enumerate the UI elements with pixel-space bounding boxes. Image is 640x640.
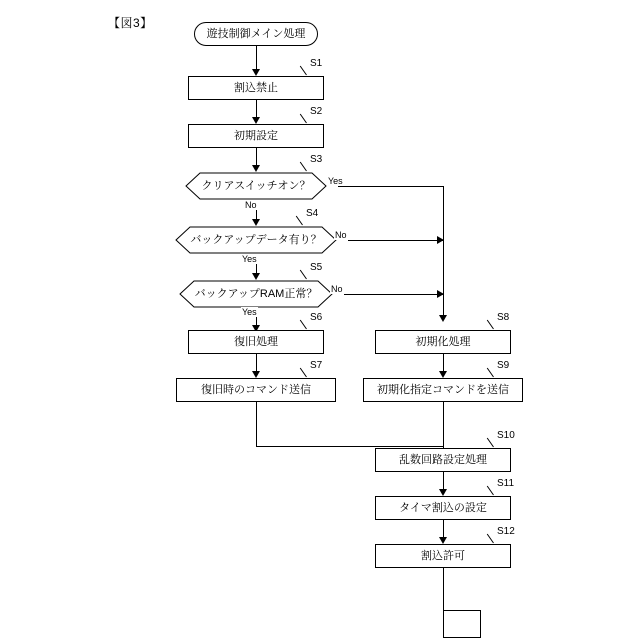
edge-s3-yes bbox=[338, 186, 443, 187]
node-s6 bbox=[188, 330, 324, 354]
step-tick-s10 bbox=[487, 438, 494, 448]
edge-label-s4-yes: Yes bbox=[242, 254, 257, 264]
node-s10 bbox=[375, 448, 511, 472]
node-s3-label: クリアスイッチオン？ bbox=[201, 179, 311, 192]
arrowhead-s11 bbox=[439, 489, 447, 496]
step-label-s3: S3 bbox=[310, 154, 323, 165]
node-s8-label: 初期化処理 bbox=[415, 335, 471, 348]
step-label-s11: S11 bbox=[497, 478, 515, 489]
arrowhead-s8-from-s3 bbox=[439, 315, 447, 322]
edge-s7-to-junction bbox=[256, 446, 443, 447]
edge-s3-yes-down bbox=[443, 186, 444, 318]
edge-label-s3-no: No bbox=[245, 200, 257, 210]
arrowhead-s4-no bbox=[437, 236, 444, 244]
step-tick-s7 bbox=[300, 368, 307, 378]
arrowhead-s5 bbox=[252, 273, 260, 280]
node-s11-label: タイマ割込の設定 bbox=[399, 501, 487, 514]
node-s2-label: 初期設定 bbox=[234, 129, 278, 142]
node-s4-label: バックアップデータ有り？ bbox=[190, 233, 322, 246]
edge-s9-down bbox=[443, 402, 444, 446]
node-s3 bbox=[174, 172, 338, 200]
arrowhead-s3 bbox=[252, 165, 260, 172]
step-label-s4: S4 bbox=[306, 208, 319, 219]
node-s7 bbox=[176, 378, 336, 402]
node-s9-label: 初期化指定コマンドを送信 bbox=[377, 383, 509, 396]
step-label-s9: S9 bbox=[497, 360, 510, 371]
node-s4 bbox=[164, 226, 348, 254]
arrowhead-s5-no bbox=[437, 290, 444, 298]
step-tick-s3 bbox=[300, 162, 307, 172]
node-start-label: 遊技制御メイン処理 bbox=[206, 27, 306, 40]
node-s8 bbox=[375, 330, 511, 354]
node-s5-label: バックアップRAM正常？ bbox=[194, 287, 318, 300]
node-s9 bbox=[363, 378, 523, 402]
edge-label-s4-no: No bbox=[335, 230, 347, 240]
edge-label-s5-yes: Yes bbox=[242, 307, 257, 317]
step-label-s7: S7 bbox=[310, 360, 323, 371]
step-label-s6: S6 bbox=[310, 312, 323, 323]
offpage-connector bbox=[443, 610, 481, 638]
step-tick-s1 bbox=[300, 66, 307, 76]
step-label-s10: S10 bbox=[497, 430, 515, 441]
arrowhead-s1 bbox=[252, 69, 260, 76]
step-label-s8: S8 bbox=[497, 312, 510, 323]
node-s1 bbox=[188, 76, 324, 100]
step-tick-s4 bbox=[296, 216, 303, 226]
edge-s7-down bbox=[256, 402, 257, 446]
node-s10-label: 乱数回路設定処理 bbox=[399, 453, 487, 466]
node-s12-label: 割込許可 bbox=[421, 549, 465, 562]
step-label-s2: S2 bbox=[310, 106, 323, 117]
node-s5 bbox=[168, 280, 344, 308]
step-tick-s11 bbox=[487, 486, 494, 496]
step-tick-s6 bbox=[300, 320, 307, 330]
step-tick-s9 bbox=[487, 368, 494, 378]
step-tick-s2 bbox=[300, 114, 307, 124]
node-s7-label: 復旧時のコマンド送信 bbox=[201, 383, 311, 396]
arrowhead-s4 bbox=[252, 219, 260, 226]
figure-label: 【図3】 bbox=[108, 16, 153, 30]
node-s12 bbox=[375, 544, 511, 568]
arrowhead-s12 bbox=[439, 537, 447, 544]
node-s11 bbox=[375, 496, 511, 520]
step-label-s1: S1 bbox=[310, 58, 323, 69]
arrowhead-s2 bbox=[252, 117, 260, 124]
node-s1-label: 割込禁止 bbox=[234, 81, 278, 94]
step-tick-s12 bbox=[487, 534, 494, 544]
step-tick-s5 bbox=[300, 270, 307, 280]
edge-s12-down bbox=[443, 568, 444, 610]
edge-label-s3-yes: Yes bbox=[328, 176, 343, 186]
edge-s5-no bbox=[344, 294, 443, 295]
step-tick-s8 bbox=[487, 320, 494, 330]
node-start bbox=[194, 22, 318, 46]
edge-s4-no bbox=[348, 240, 443, 241]
edge-label-s5-no: No bbox=[331, 284, 343, 294]
arrowhead-s9 bbox=[439, 371, 447, 378]
step-label-s12: S12 bbox=[497, 526, 515, 537]
node-s6-label: 復旧処理 bbox=[234, 335, 278, 348]
step-label-s5: S5 bbox=[310, 262, 323, 273]
arrowhead-s7 bbox=[252, 371, 260, 378]
node-s2 bbox=[188, 124, 324, 148]
